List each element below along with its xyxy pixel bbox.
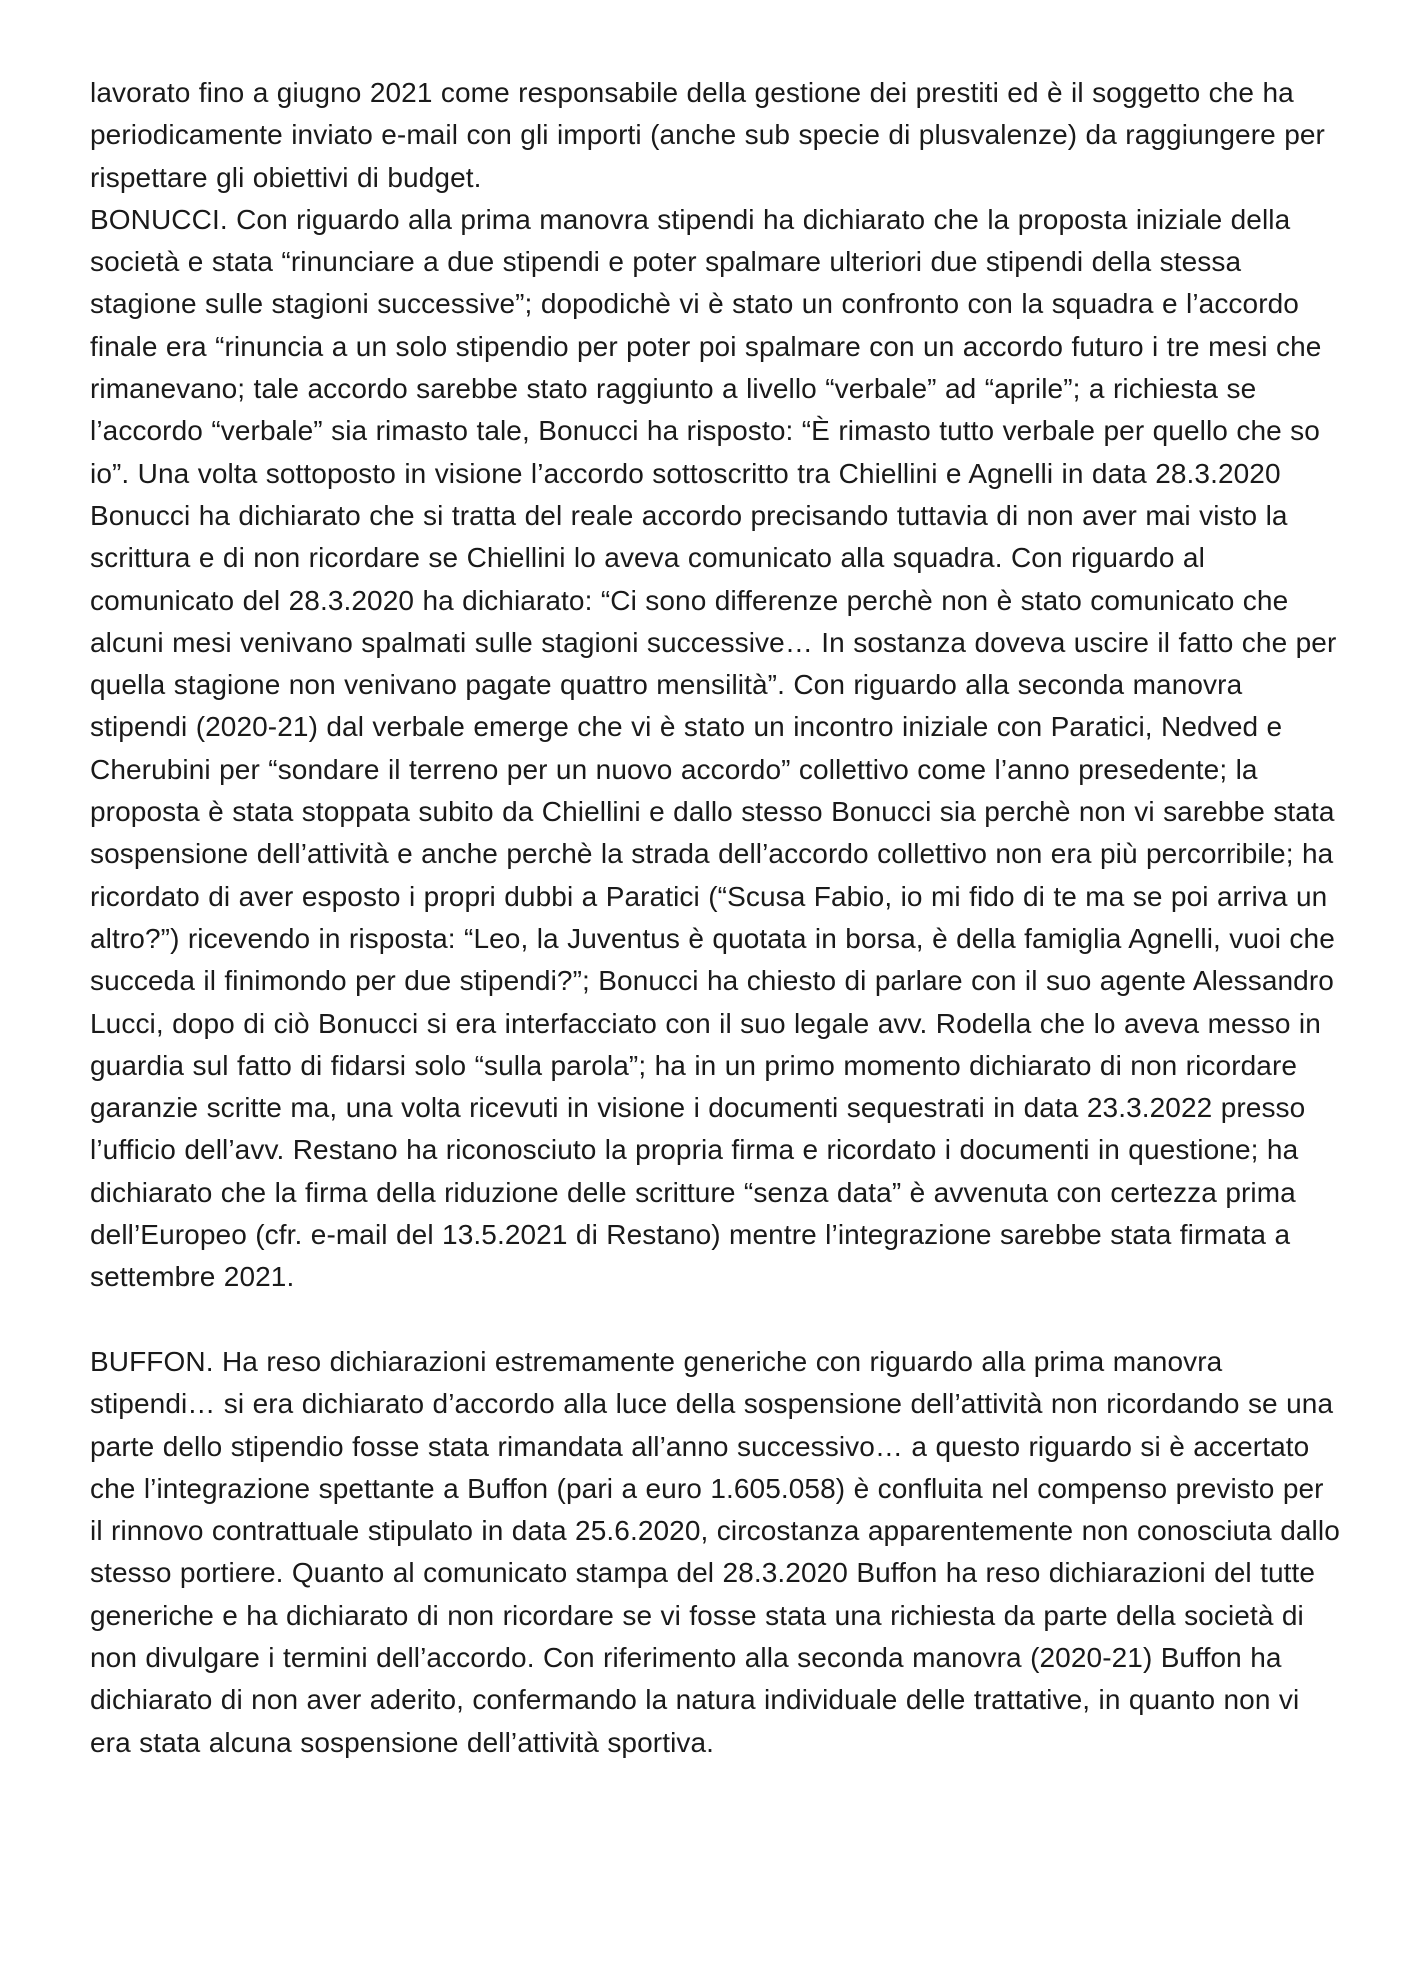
- document-body-text: [90, 72, 1340, 1764]
- paragraph-bonucci-statement: BONUCCI. Con riguardo alla prima manovra stipendi ha dichiarato che la proposta iniziale della società e stata “rinunciare a due stipendi e poter spalmare ulteriori due stipendi della stessa stagione sulle stagioni successive”; dopodichè vi è stato un confronto con la squadra e l’accordo finale era “rinuncia a un solo stipendio per poter poi spalmare con un accordo futuro i tre mesi che rimanevano; tale accordo sarebbe stato raggiunto a livello “verbale” ad “aprile”; a richiesta se l’accordo “verbale” sia rimasto tale, Bonucci ha risposto: “È rimasto tutto verbale per quello che so io”. Una volta sottoposto in visione l’accordo sottoscritto tra Chiellini e Agnelli in data 28.3.2020 Bonucci ha dichiarato che si tratta del reale accordo precisando tuttavia di non aver mai visto la scrittura e di non ricordare se Chiellini lo aveva comunicato alla squadra. Con riguardo al comunicato del 28.3.2020 ha dichiarato: “Ci sono differenze perchè non è stato comunicato che alcuni mesi venivano spalmati sulle stagioni successive… In sostanza doveva uscire il fatto che per quella stagione non venivano pagate quattro mensilità”. Con riguardo alla seconda manovra stipendi (2020-21) dal verbale emerge che vi è stato un incontro iniziale con Paratici, Nedved e Cherubini per “sondare il terreno per un nuovo accordo” collettivo come l’anno presedente; la proposta è stata stoppata subito da Chiellini e dallo stesso Bonucci sia perchè non vi sarebbe stata sospensione dell’attività e anche perchè la strada dell’accordo collettivo non era più percorribile; ha ricordato di aver esposto i propri dubbi a Paratici (“Scusa Fabio, io mi fido di te ma se poi arriva un altro?”) ricevendo in risposta: “Leo, la Juventus è quotata in borsa, è della famiglia Agnelli, vuoi che succeda il finimondo per due stipendi?”; Bonucci ha chiesto di parlare con il suo agente Alessandro Lucci, dopo di ciò Bonucci si era interfacciato con il suo legale avv. Rodella che lo aveva messo in guardia sul fatto di fidarsi solo “sulla parola”; ha in un primo momento dichiarato di non ricordare garanzie scritte ma, una volta ricevuti in visione i documenti sequestrati in data 23.3.2022 presso l’ufficio dell’avv. Restano ha riconosciuto la propria firma e ricordato i documenti in questione; ha dichiarato che la firma della riduzione delle scritture “senza data” è avvenuta con certezza prima dell’Europeo (cfr. e-mail del 13.5.2021 di Restano) mentre l’integrazione sarebbe stata firmata a settembre 2021.: [90, 203, 1337, 1293]
- paragraph-buffon-statement: BUFFON. Ha reso dichiarazioni estremamente generiche con riguardo alla prima manovra stipendi… si era dichiarato d’accordo alla luce della sospensione dell’attività non ricordando se una parte dello stipendio fosse stata rimandata all’anno successivo… a questo riguardo si è accertato che l’integrazione spettante a Buffon (pari a euro 1.605.058) è confluita nel compenso previsto per il rinnovo contrattuale stipulato in data 25.6.2020, circostanza apparentemente non conosciuta dallo stesso portiere. Quanto al comunicato stampa del 28.3.2020 Buffon ha reso dichiarazioni del tutte generiche e ha dichiarato di non ricordare se vi fosse stata una richiesta da parte della società di non divulgare i termini dell’accordo. Con riferimento alla seconda manovra (2020-21) Buffon ha dichiarato di non aver aderito, confermando la natura individuale delle trattative, in quanto non vi era stata alcuna sospensione dell’attività sportiva.: [90, 1345, 1340, 1758]
- paragraph-intro-continuation: lavorato fino a giugno 2021 come responsabile della gestione dei prestiti ed è il soggetto che ha periodicamente inviato e-mail con gli importi (anche sub specie di plusvalenze) da raggiungere per rispettare gli obiettivi di budget.: [90, 77, 1325, 193]
